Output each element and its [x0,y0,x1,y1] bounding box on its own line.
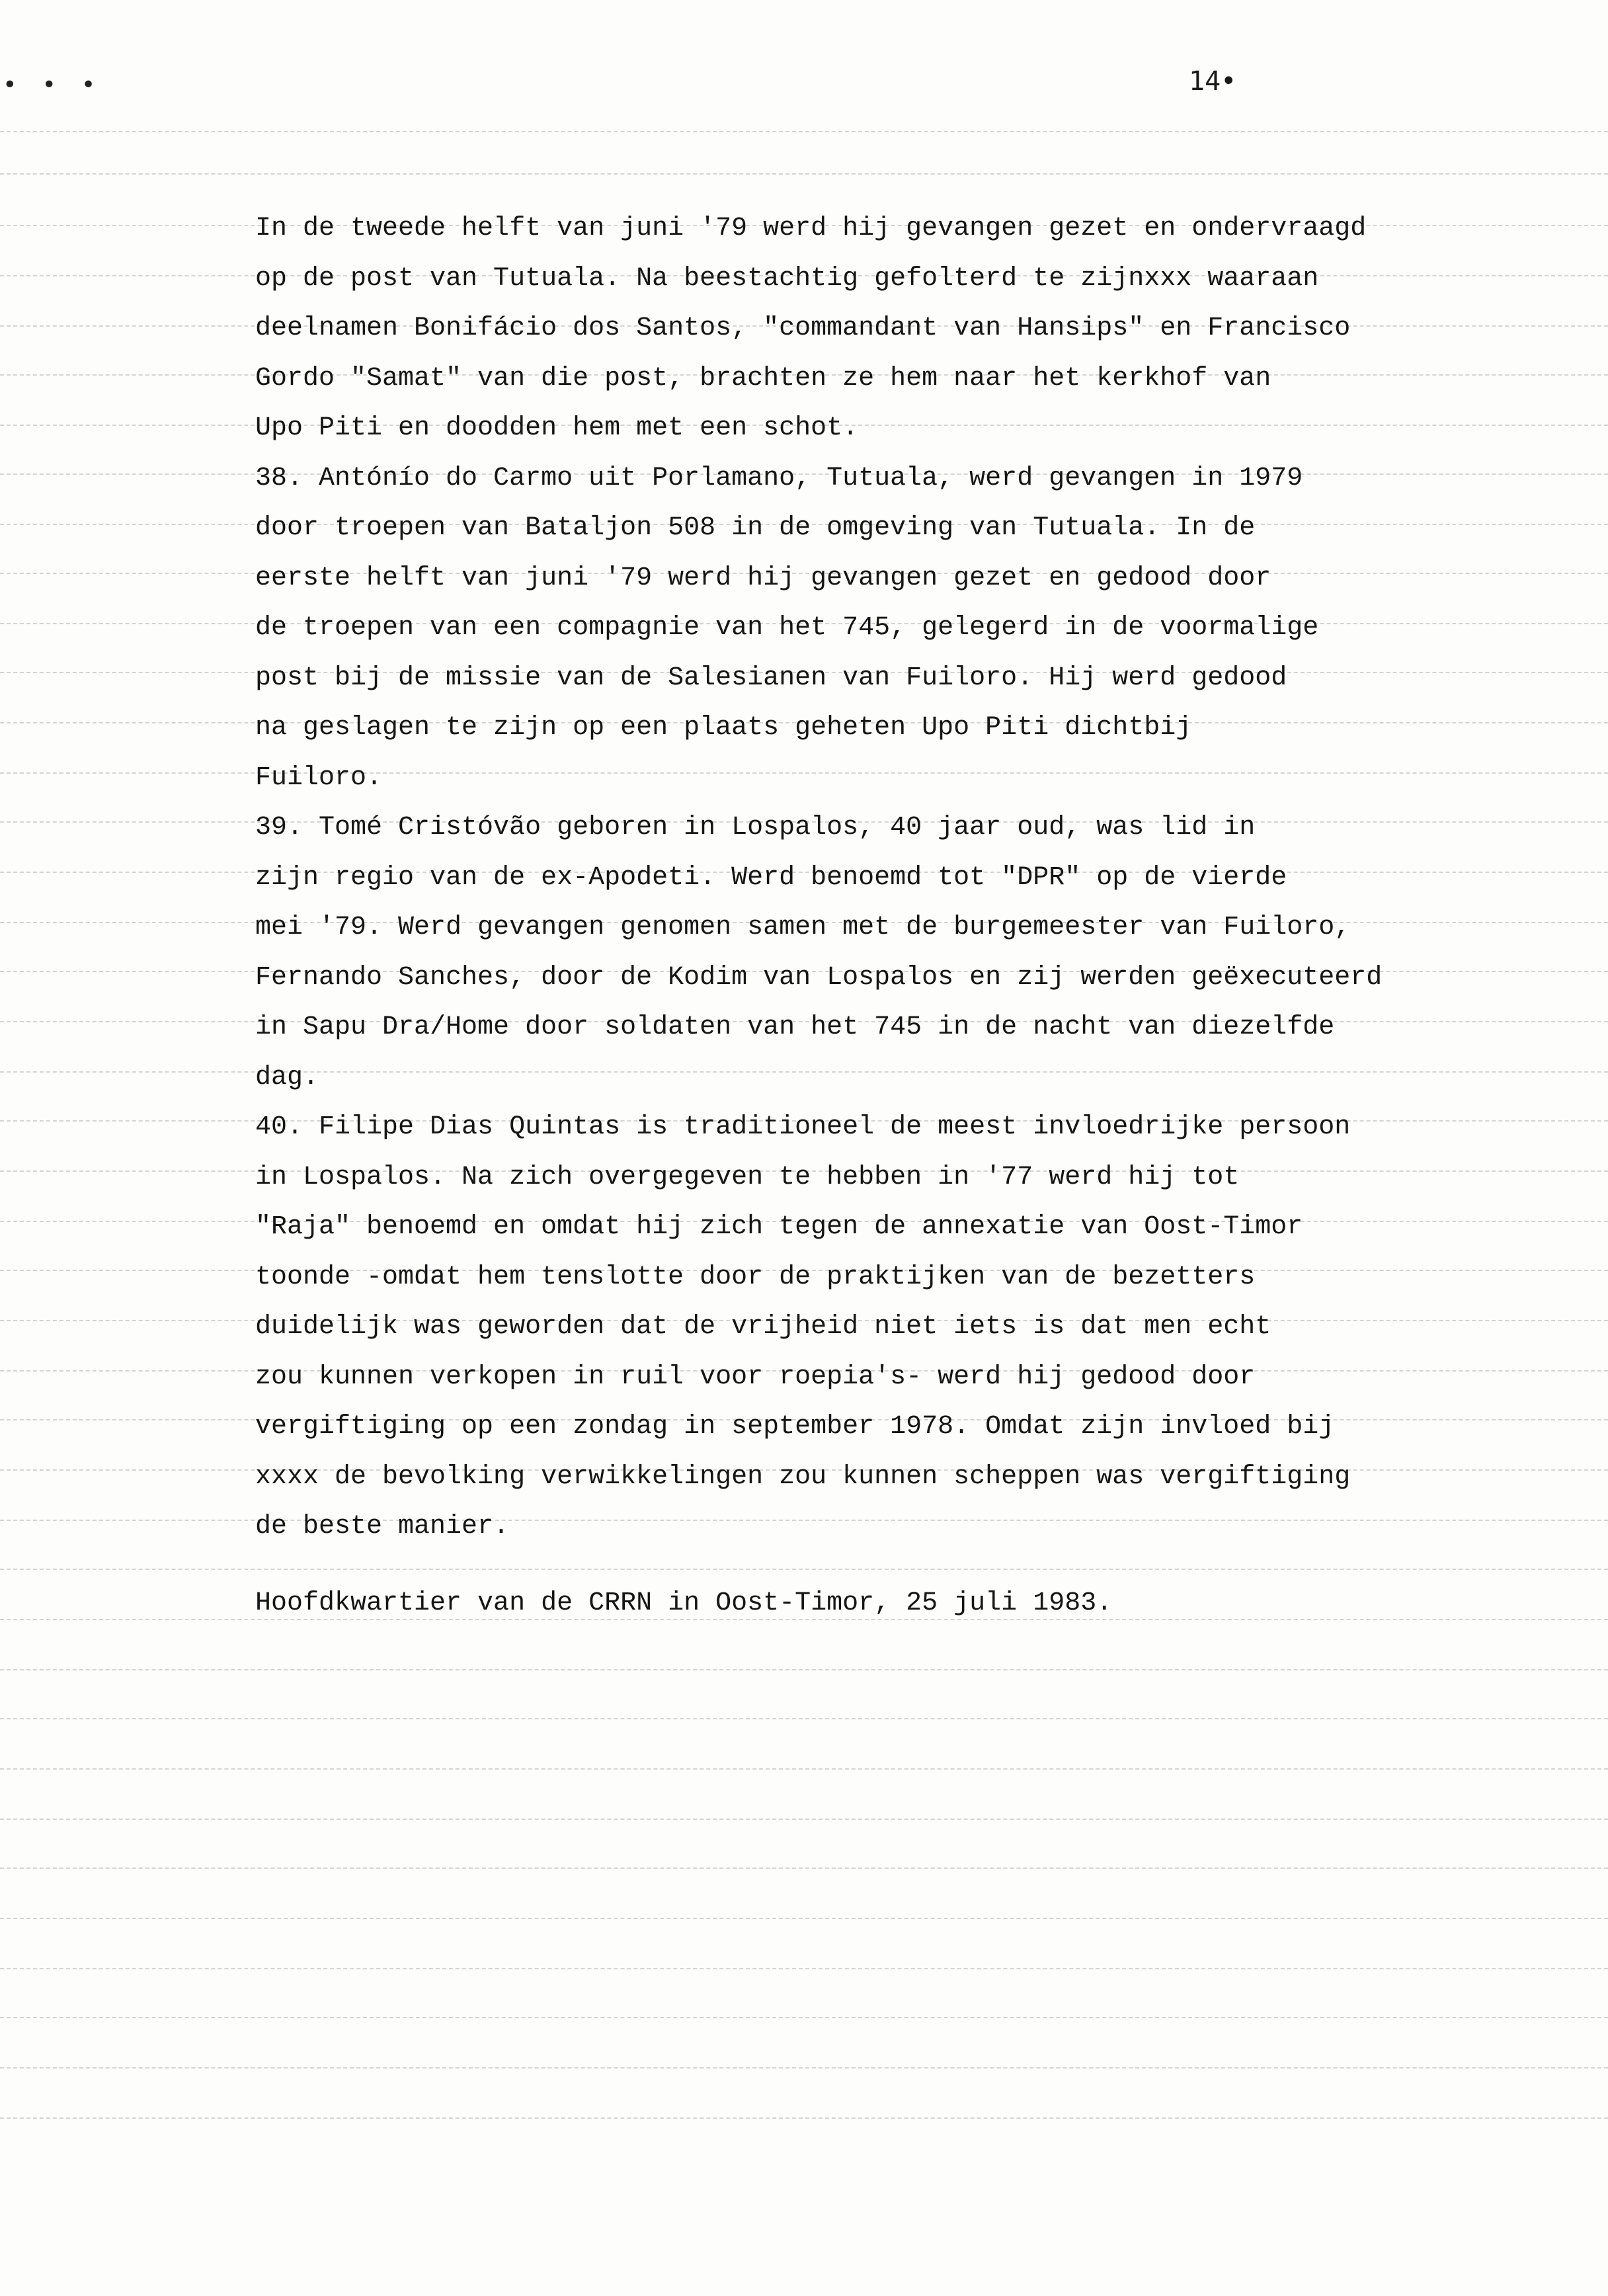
text-line: toonde -omdat hem tenslotte door de praktijken van de bezetters [255,1262,1256,1292]
text-line: eerste helft van juni '79 werd hij gevangen gezet en gedood door [255,563,1271,593]
text-line: "Raja" benoemd en omdat hij zich tegen de annexatie van Oost-Timor [255,1212,1303,1242]
text-line: Fuiloro. [255,762,383,793]
text-line: in Sapu Dra/Home door soldaten van het 745 in de nacht van diezelfde [255,1012,1335,1042]
ruled-line [0,1718,1608,1719]
text-line: post bij de missie van de Salesianen van Fuiloro. Hij werd gedood [255,663,1287,693]
page-number: 14• [1189,66,1237,97]
text-line: 38. Antónío do Carmo uit Porlamano, Tutuala, werd gevangen in 1979 [255,463,1303,493]
body-text [255,204,1564,1552]
text-line: in Lospalos. Na zich overgegeven te hebben in '77 werd hij tot [255,1162,1240,1192]
text-line: zou kunnen verkopen in ruil voor roepia's- werd hij gedood door [255,1362,1256,1392]
text-line: duidelijk was geworden dat de vrijheid niet iets is dat men echt [255,1312,1271,1342]
ruled-line [0,1968,1608,1969]
text-line: In de tweede helft van juni '79 werd hij gevangen gezet en ondervraagd [255,214,1367,243]
text-line: mei '79. Werd gevangen genomen samen met de burgemeester van Fuiloro, [255,913,1351,942]
text-line: op de post van Tutuala. Na beestachtig gefolterd te zijnxxx waaraan [255,263,1319,294]
text-line: dag. [255,1062,319,1092]
text-line: 39. Tomé Cristóvão geboren in Lospalos, 40 jaar oud, was lid in [255,813,1256,842]
ruled-line [0,1619,1608,1620]
ruled-line [0,1569,1608,1570]
ruled-line [0,2067,1608,2069]
text-line: xxxx de bevolking verwikkelingen zou kunnen scheppen was vergiftiging [255,1461,1351,1492]
text-line: deelnamen Bonifácio dos Santos, "commandant van Hansips" en Francisco [255,313,1351,343]
ruled-line [0,2117,1608,2119]
corner-marks: • • • [3,71,101,99]
text-line: de beste manier. [255,1512,510,1541]
text-line: na geslagen te zijn op een plaats geheten Upo Piti dichtbij [255,713,1192,743]
text-line: zijn regio van de ex-Apodeti. Werd benoemd tot "DPR" op de vierde [255,862,1287,893]
ruled-line [0,1867,1608,1869]
text-line: 40. Filipe Dias Quintas is traditioneel de meest invloedrijke persoon [255,1112,1351,1142]
signoff-line: Hoofdkwartier van de CRRN in Oost-Timor, 25 juli 1983. [255,1588,1113,1618]
ruled-line [0,2017,1608,2018]
ruled-line [0,1918,1608,1919]
ruled-line [0,1768,1608,1770]
ruled-line [0,173,1608,175]
text-line: Fernando Sanches, door de Kodim van Lospalos en zij werden geëxecuteerd [255,962,1383,993]
ruled-line [0,1819,1608,1820]
text-line: Upo Piti en doodden hem met een schot. [255,413,859,443]
text-line: vergiftiging op een zondag in september 1978. Omdat zijn invloed bij [255,1412,1335,1442]
text-line: Gordo "Samat" van die post, brachten ze hem naar het kerkhof van [255,363,1271,393]
text-line: de troepen van een compagnie van het 745, gelegerd in de voormalige [255,613,1319,643]
text-line: door troepen van Bataljon 508 in de omgeving van Tutuala. In de [255,513,1256,543]
ruled-line [0,131,1608,132]
ruled-line [0,1669,1608,1670]
